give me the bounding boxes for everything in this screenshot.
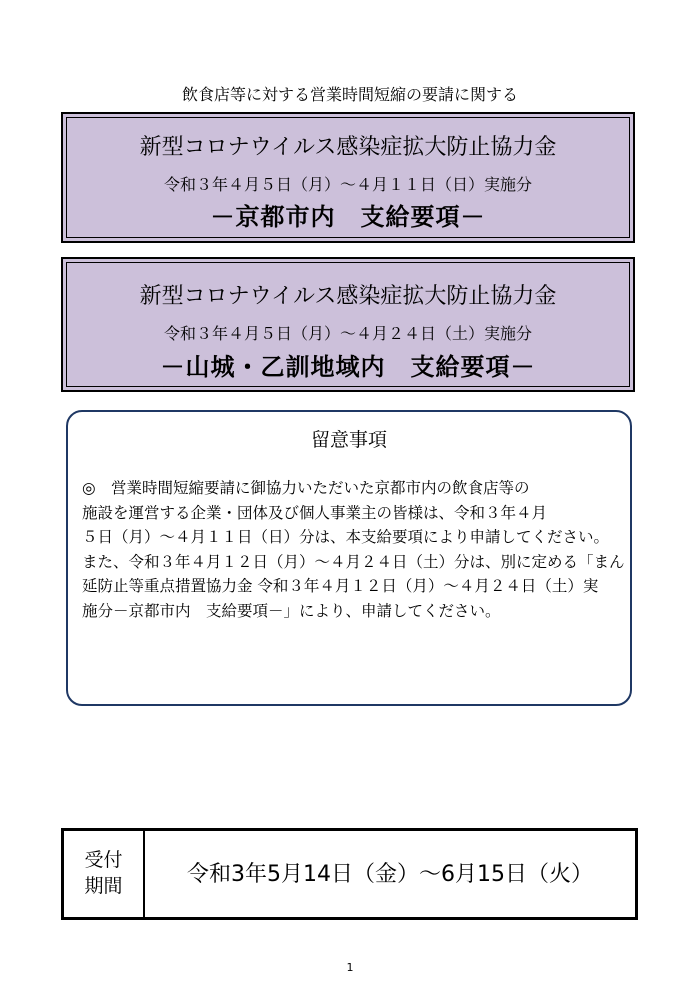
title-box-main-heading: 新型コロナウイルス感染症拡大防止協力金: [139, 284, 557, 309]
reception-label-line: 受付: [84, 849, 123, 871]
title-box-main-heading: 新型コロナウイルス感染症拡大防止協力金: [139, 135, 557, 160]
reception-period-label-cell: [64, 831, 145, 917]
notice-line: 施分－京都市内 支給要項－」により、申請してください。: [82, 601, 501, 620]
reception-period-value: 令和3年5月14日（金）～6月15日（火）: [187, 862, 593, 887]
title-box-kyoto: [61, 112, 635, 243]
notice-line: ◎ 営業時間短縮要請に御協力いただいた京都市内の飲食店等の: [82, 479, 530, 497]
reception-label-line: 期間: [84, 875, 123, 897]
document-subtitle: 飲食店等に対する営業時間短縮の要請に関する: [181, 85, 518, 104]
title-box-subheading: －山城・乙訓地域内 支給要項－: [160, 353, 536, 381]
reception-period-label: [64, 847, 143, 899]
notice-line: ５日（月）～４月１１日（日）分は、本支給要項により申請してください。: [82, 528, 610, 546]
notice-body: [82, 476, 627, 623]
title-box-period: 令和３年４月５日（月）～４月１１日（日）実施分: [163, 175, 532, 194]
title-box-period: 令和３年４月５日（月）～４月２４日（土）実施分: [163, 324, 532, 343]
notice-line: また、令和３年４月１２日（月）～４月２４日（土）分は、別に定める「まん: [82, 552, 625, 571]
notice-box: [66, 410, 632, 706]
title-box-yamashiro-otokuni: [61, 257, 635, 392]
page-number: 1: [346, 961, 354, 974]
reception-period-box: [61, 828, 638, 920]
title-box-subheading: －京都市内 支給要項－: [210, 203, 486, 231]
notice-line: 施設を運営する企業・団体及び個人事業主の皆様は、令和３年４月: [82, 503, 548, 522]
notice-title: 留意事項: [310, 429, 387, 451]
notice-line: 延防止等重点措置協力金 令和３年４月１２日（月）～４月２４日（土）実: [82, 577, 599, 595]
